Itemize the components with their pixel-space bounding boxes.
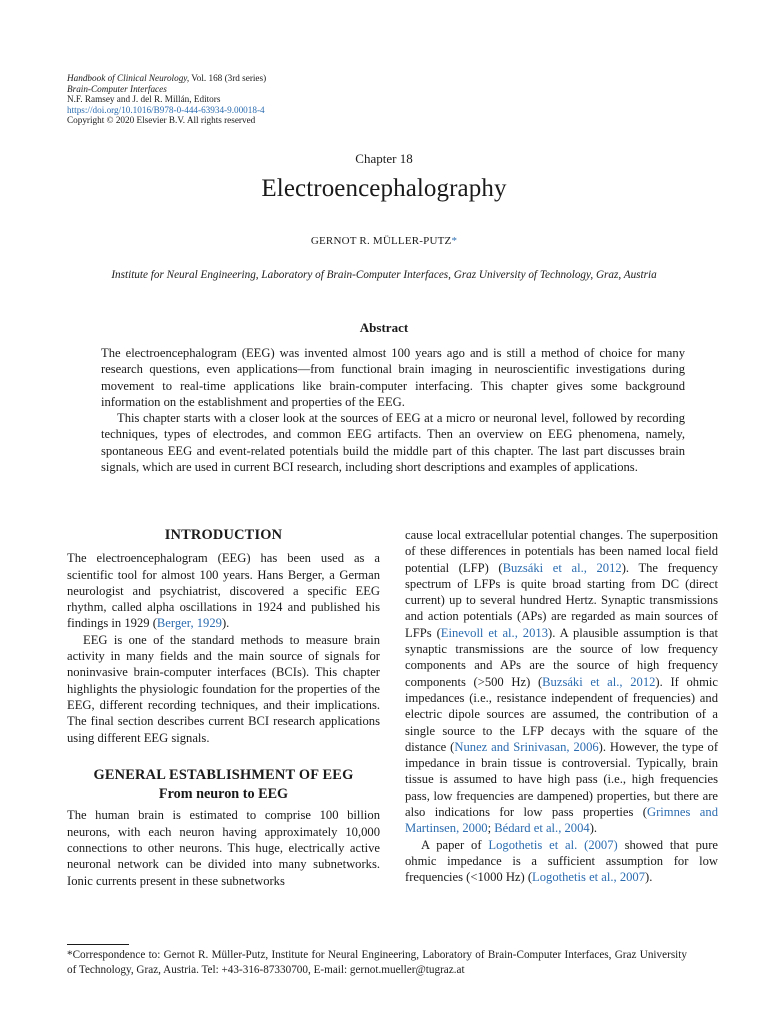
abstract-body (101, 345, 685, 475)
text-run: ; (487, 821, 495, 836)
intro-paragraph (67, 550, 380, 631)
body-paragraph: The human brain is estimated to comprise 100 billion neurons, with each neuron having approximately 10,000 connections to other neurons. This huge, electrically active neuronal network can be divided into many subnetworks. Ionic currents present in these subnetworks (67, 808, 380, 888)
citation-link[interactable]: Logothetis et al. (2007) (488, 837, 618, 852)
correspondence-footnote: *Correspondence to: Gernot R. Müller-Putz, Institute for Neural Engineering, Laboratory of Brain-Computer Interfaces, Graz University of Technology, Graz, Austria. Tel: +43-316-87330700, E-mail: gernot.mueller@tugraz.at (67, 949, 687, 976)
text-run: ). (589, 821, 598, 836)
chapter-title: Electroencephalography (261, 175, 507, 202)
text-run: ). However, the type of impedance in brain tissue is controversial. Typically, brain tissue is assumed to have high pass (i.e., high frequencies pass, low frequencies are dampened) properties, but there are also indications for low pass properties ( (405, 739, 719, 820)
publication-header (67, 73, 467, 126)
citation-link[interactable]: Buzsáki et al., 2012 (542, 674, 656, 689)
body-paragraph (405, 837, 718, 886)
text-run: cause local extracellular potential changes. The superposition of these differences in potentials has been named local field potential (LFP) ( (405, 528, 718, 575)
citation-link[interactable]: Buzsáki et al., 2012 (502, 560, 622, 575)
citation-link[interactable]: Berger, 1929 (156, 616, 222, 631)
chapter-label: Chapter 18 (355, 151, 413, 166)
citation-link[interactable]: Nunez and Srinivasan, 2006 (454, 739, 599, 754)
affiliation: Institute for Neural Engineering, Laboratory of Brain-Computer Interfaces, Graz University of Technology, Graz, Austria (111, 269, 657, 281)
text-run: ). (221, 616, 230, 631)
right-column (405, 527, 718, 886)
subsection-heading: From neuron to EEG (158, 786, 289, 803)
volume: Vol. 168 (3rd series) (191, 73, 267, 83)
citation-link[interactable]: Logothetis et al., 2007 (532, 870, 646, 885)
abstract-paragraph: The electroencephalogram (EEG) was invented almost 100 years ago and is still a method of choice for many research questions, even applications—from functional brain imaging in neuroscientific investigations during movement to real-time applications like brain-computer interfacing. This chapter gives some background information on the establishment and properties of the EEG. (101, 346, 685, 409)
text-run: showed that pure ohmic impedance is a sufficient assumption for low frequencies (<1000 Hz) ( (405, 837, 718, 885)
text-run: ). The frequency spectrum of LFPs is quite broad starting from DC (direct current) up to several hundred Hertz. Synaptic transmissions and action potentials (APs) are regarded as main sources of LFPs ( (405, 560, 718, 640)
citation-link[interactable]: Einevoll et al., 2013 (440, 625, 548, 640)
citation-link[interactable]: Bédard et al., 2004 (494, 821, 590, 836)
editors: N.F. Ramsey and J. del R. Millán, Editors (67, 94, 221, 105)
book-title: Handbook of Clinical Neurology, (67, 73, 190, 83)
author-line (0, 235, 768, 247)
intro-paragraph: EEG is one of the standard methods to measure brain activity in many fields and the main source of signals for noninvasive brain-computer interfaces (BCIs). This chapter highlights the physiologic foundation for the properties of the EEG, different recording techniques, and their implications. The final section describes current BCI research applications using different EEG signals. (67, 632, 380, 745)
body-paragraph (405, 527, 718, 837)
left-column (67, 527, 380, 889)
footnote-divider (67, 944, 129, 945)
doi-link[interactable]: https://doi.org/10.1016/B978-0-444-63934-9.00018-4 (67, 104, 265, 115)
copyright: Copyright © 2020 Elsevier B.V. All rights reserved (67, 115, 256, 126)
citation-link[interactable]: Grimnes and Martinsen, 2000 (405, 805, 718, 836)
text-run: ). A plausible assumption is that synaptic transmissions are the source of low frequency components and APs are the source of high frequency components (>500 Hz) ( (405, 625, 718, 689)
text-run: A paper of (421, 837, 489, 852)
section-heading-general-establishment: GENERAL ESTABLISHMENT OF EEG (93, 766, 354, 783)
abstract-heading: Abstract (359, 320, 409, 335)
author-footnote-mark[interactable]: * (451, 235, 458, 247)
text-run: ). If ohmic impedances (i.e., resistance independent of frequencies) and electric dipole sources are assumed, the contribution of a single source to the LFP decays with the square of the distance ( (405, 674, 718, 754)
text-run: The electroencephalogram (EEG) has been used as a scientific tool for almost 100 years. Hans Berger, a German neurologist and psychiatrist, discovered a specific EEG rhythm, called alpha oscillations in 1924 and published his findings in 1929 ( (67, 551, 380, 631)
author-name: GERNOT R. MÜLLER-PUTZ (310, 235, 452, 247)
text-run: ). (645, 870, 653, 885)
abstract-paragraph: This chapter starts with a closer look at the sources of EEG at a micro or neuronal level, followed by recording techniques, types of electrodes, and common EEG artifacts. Then an overview on EEG phenomena, namely, spontaneous EEG and event-related potentials build the middle part of this chapter. The last part discusses brain signals, which are used in current BCI research, including short descriptions and examples of applications. (101, 411, 685, 475)
section-heading-introduction: INTRODUCTION (164, 527, 283, 543)
book-line (67, 73, 467, 84)
book-subtitle: Brain-Computer Interfaces (67, 83, 167, 94)
